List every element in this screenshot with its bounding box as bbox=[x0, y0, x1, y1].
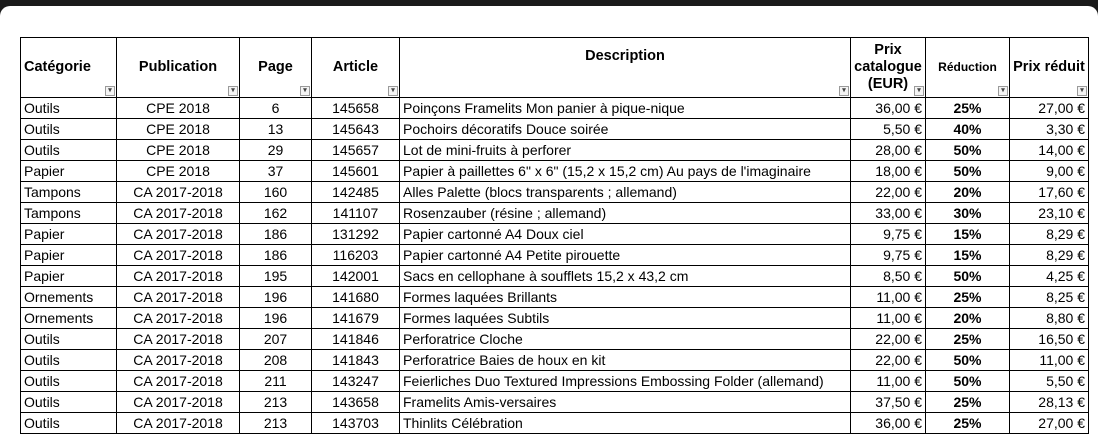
cell-categorie[interactable]: Tampons bbox=[21, 203, 117, 224]
cell-prix-reduit[interactable]: 11,00 € bbox=[1010, 350, 1089, 371]
table-row bbox=[21, 224, 1089, 245]
table-row bbox=[21, 287, 1089, 308]
cell-description[interactable]: Alles Palette (blocs transparents ; allemand) bbox=[400, 182, 851, 203]
cell-description[interactable]: Formes laquées Brillants bbox=[400, 287, 851, 308]
filter-dropdown-icon[interactable]: ▾ bbox=[1077, 86, 1087, 96]
cell-page[interactable]: 29 bbox=[240, 140, 312, 161]
cell-article[interactable]: 131292 bbox=[312, 224, 400, 245]
cell-page[interactable]: 211 bbox=[240, 371, 312, 392]
cell-article[interactable]: 142001 bbox=[312, 266, 400, 287]
cell-categorie[interactable]: Outils bbox=[21, 413, 117, 434]
cell-prix-reduit[interactable]: 9,00 € bbox=[1010, 161, 1089, 182]
cell-prix-reduit[interactable]: 27,00 € bbox=[1010, 413, 1089, 434]
cell-prix-catalogue[interactable]: 9,75 € bbox=[851, 224, 926, 245]
discount-table bbox=[20, 37, 1089, 434]
cell-reduction[interactable]: 50% bbox=[926, 371, 1010, 392]
cell-categorie[interactable]: Outils bbox=[21, 371, 117, 392]
cell-prix-catalogue[interactable]: 9,75 € bbox=[851, 245, 926, 266]
cell-prix-reduit[interactable]: 28,13 € bbox=[1010, 392, 1089, 413]
cell-article[interactable]: 145643 bbox=[312, 119, 400, 140]
header-page: Page ▾ bbox=[240, 38, 312, 98]
table-row bbox=[21, 392, 1089, 413]
cell-page[interactable]: 213 bbox=[240, 392, 312, 413]
cell-description[interactable]: Feierliches Duo Textured Impressions Embossing Folder (allemand) bbox=[400, 371, 851, 392]
cell-article[interactable]: 143658 bbox=[312, 392, 400, 413]
cell-description[interactable]: Sacs en cellophane à soufflets 15,2 x 43,2 cm bbox=[400, 266, 851, 287]
cell-prix-catalogue[interactable]: 11,00 € bbox=[851, 371, 926, 392]
cell-prix-reduit[interactable]: 8,29 € bbox=[1010, 224, 1089, 245]
table-row bbox=[21, 413, 1089, 434]
header-description: Description ▾ bbox=[400, 38, 851, 98]
cell-categorie[interactable]: Outils bbox=[21, 350, 117, 371]
cell-prix-catalogue[interactable]: 37,50 € bbox=[851, 392, 926, 413]
cell-description[interactable]: Perforatrice Baies de houx en kit bbox=[400, 350, 851, 371]
cell-description[interactable]: Papier cartonné A4 Petite pirouette bbox=[400, 245, 851, 266]
cell-prix-catalogue[interactable]: 11,00 € bbox=[851, 308, 926, 329]
cell-article[interactable]: 145657 bbox=[312, 140, 400, 161]
cell-reduction[interactable]: 25% bbox=[926, 329, 1010, 350]
cell-reduction[interactable]: 50% bbox=[926, 140, 1010, 161]
cell-prix-reduit[interactable]: 3,30 € bbox=[1010, 119, 1089, 140]
table-row bbox=[21, 371, 1089, 392]
table-row bbox=[21, 245, 1089, 266]
cell-prix-catalogue[interactable]: 28,00 € bbox=[851, 140, 926, 161]
cell-prix-reduit[interactable]: 14,00 € bbox=[1010, 140, 1089, 161]
cell-publication[interactable]: CA 2017-2018 bbox=[117, 413, 240, 434]
cell-publication[interactable]: CPE 2018 bbox=[117, 98, 240, 119]
filter-dropdown-icon[interactable]: ▾ bbox=[388, 86, 398, 96]
cell-page[interactable]: 195 bbox=[240, 266, 312, 287]
cell-prix-reduit[interactable]: 16,50 € bbox=[1010, 329, 1089, 350]
cell-prix-catalogue[interactable]: 36,00 € bbox=[851, 413, 926, 434]
cell-categorie[interactable]: Ornements bbox=[21, 308, 117, 329]
cell-description[interactable]: Poinçons Framelits Mon panier à pique-nique bbox=[400, 98, 851, 119]
cell-reduction[interactable]: 25% bbox=[926, 392, 1010, 413]
cell-prix-catalogue[interactable]: 18,00 € bbox=[851, 161, 926, 182]
cell-page[interactable]: 196 bbox=[240, 287, 312, 308]
cell-publication[interactable]: CA 2017-2018 bbox=[117, 266, 240, 287]
cell-publication[interactable]: CPE 2018 bbox=[117, 119, 240, 140]
cell-categorie[interactable]: Tampons bbox=[21, 182, 117, 203]
cell-reduction[interactable]: 50% bbox=[926, 350, 1010, 371]
table-body bbox=[21, 98, 1089, 434]
cell-categorie[interactable]: Outils bbox=[21, 392, 117, 413]
cell-reduction[interactable]: 15% bbox=[926, 224, 1010, 245]
cell-article[interactable]: 142485 bbox=[312, 182, 400, 203]
cell-prix-reduit[interactable]: 27,00 € bbox=[1010, 98, 1089, 119]
header-article: Article ▾ bbox=[312, 38, 400, 98]
cell-article[interactable]: 141843 bbox=[312, 350, 400, 371]
table-row bbox=[21, 308, 1089, 329]
cell-article[interactable]: 145658 bbox=[312, 98, 400, 119]
table-row bbox=[21, 161, 1089, 182]
cell-publication[interactable]: CA 2017-2018 bbox=[117, 350, 240, 371]
cell-article[interactable]: 141679 bbox=[312, 308, 400, 329]
cell-description[interactable]: Thinlits Célébration bbox=[400, 413, 851, 434]
cell-page[interactable]: 207 bbox=[240, 329, 312, 350]
table-row bbox=[21, 182, 1089, 203]
cell-publication[interactable]: CA 2017-2018 bbox=[117, 245, 240, 266]
cell-article[interactable]: 141680 bbox=[312, 287, 400, 308]
cell-publication[interactable]: CPE 2018 bbox=[117, 140, 240, 161]
cell-prix-reduit[interactable]: 8,80 € bbox=[1010, 308, 1089, 329]
filter-dropdown-icon[interactable]: ▾ bbox=[300, 86, 310, 96]
cell-publication[interactable]: CA 2017-2018 bbox=[117, 287, 240, 308]
cell-publication[interactable]: CA 2017-2018 bbox=[117, 329, 240, 350]
cell-prix-catalogue[interactable]: 11,00 € bbox=[851, 287, 926, 308]
cell-reduction[interactable]: 25% bbox=[926, 413, 1010, 434]
cell-publication[interactable]: CPE 2018 bbox=[117, 161, 240, 182]
cell-categorie[interactable]: Ornements bbox=[21, 287, 117, 308]
cell-prix-catalogue[interactable]: 8,50 € bbox=[851, 266, 926, 287]
cell-reduction[interactable]: 30% bbox=[926, 203, 1010, 224]
cell-prix-catalogue[interactable]: 5,50 € bbox=[851, 119, 926, 140]
cell-categorie[interactable]: Papier bbox=[21, 224, 117, 245]
cell-prix-catalogue[interactable]: 22,00 € bbox=[851, 182, 926, 203]
header-reduction: Réduction ▾ bbox=[926, 38, 1010, 98]
cell-description[interactable]: Lot de mini-fruits à perforer bbox=[400, 140, 851, 161]
cell-page[interactable]: 213 bbox=[240, 413, 312, 434]
cell-prix-reduit[interactable]: 17,60 € bbox=[1010, 182, 1089, 203]
cell-page[interactable]: 196 bbox=[240, 308, 312, 329]
cell-reduction[interactable]: 50% bbox=[926, 266, 1010, 287]
table-row bbox=[21, 98, 1089, 119]
cell-categorie[interactable]: Papier bbox=[21, 266, 117, 287]
cell-article[interactable]: 143247 bbox=[312, 371, 400, 392]
cell-categorie[interactable]: Outils bbox=[21, 119, 117, 140]
header-row bbox=[21, 38, 1089, 98]
cell-page[interactable]: 208 bbox=[240, 350, 312, 371]
cell-page[interactable]: 160 bbox=[240, 182, 312, 203]
cell-prix-reduit[interactable]: 5,50 € bbox=[1010, 371, 1089, 392]
filter-dropdown-icon[interactable]: ▾ bbox=[228, 86, 238, 96]
cell-description[interactable]: Papier cartonné A4 Doux ciel bbox=[400, 224, 851, 245]
cell-reduction[interactable]: 15% bbox=[926, 245, 1010, 266]
table-row bbox=[21, 350, 1089, 371]
cell-page[interactable]: 162 bbox=[240, 203, 312, 224]
cell-reduction[interactable]: 25% bbox=[926, 287, 1010, 308]
cell-prix-reduit[interactable]: 4,25 € bbox=[1010, 266, 1089, 287]
cell-prix-reduit[interactable]: 23,10 € bbox=[1010, 203, 1089, 224]
header-prix-reduit: Prix réduit ▾ bbox=[1010, 38, 1089, 98]
cell-publication[interactable]: CA 2017-2018 bbox=[117, 392, 240, 413]
table-row bbox=[21, 266, 1089, 287]
cell-description[interactable]: Framelits Amis-versaires bbox=[400, 392, 851, 413]
cell-page[interactable]: 186 bbox=[240, 245, 312, 266]
cell-article[interactable]: 116203 bbox=[312, 245, 400, 266]
filter-dropdown-icon[interactable]: ▾ bbox=[998, 86, 1008, 96]
cell-prix-catalogue[interactable]: 36,00 € bbox=[851, 98, 926, 119]
cell-article[interactable]: 145601 bbox=[312, 161, 400, 182]
table-row bbox=[21, 329, 1089, 350]
cell-categorie[interactable]: Outils bbox=[21, 140, 117, 161]
cell-publication[interactable]: CA 2017-2018 bbox=[117, 308, 240, 329]
cell-publication[interactable]: CA 2017-2018 bbox=[117, 224, 240, 245]
spreadsheet-window bbox=[0, 6, 1098, 445]
filter-dropdown-icon[interactable]: ▾ bbox=[914, 86, 924, 96]
cell-description[interactable]: Rosenzauber (résine ; allemand) bbox=[400, 203, 851, 224]
cell-page[interactable]: 13 bbox=[240, 119, 312, 140]
cell-categorie[interactable]: Outils bbox=[21, 98, 117, 119]
cell-prix-catalogue[interactable]: 22,00 € bbox=[851, 329, 926, 350]
cell-reduction[interactable]: 25% bbox=[926, 98, 1010, 119]
cell-categorie[interactable]: Papier bbox=[21, 245, 117, 266]
cell-prix-reduit[interactable]: 8,25 € bbox=[1010, 287, 1089, 308]
table-row bbox=[21, 203, 1089, 224]
cell-page[interactable]: 37 bbox=[240, 161, 312, 182]
cell-reduction[interactable]: 20% bbox=[926, 182, 1010, 203]
cell-categorie[interactable]: Outils bbox=[21, 329, 117, 350]
cell-page[interactable]: 186 bbox=[240, 224, 312, 245]
cell-reduction[interactable]: 20% bbox=[926, 308, 1010, 329]
cell-prix-catalogue[interactable]: 33,00 € bbox=[851, 203, 926, 224]
cell-article[interactable]: 141107 bbox=[312, 203, 400, 224]
cell-article[interactable]: 143703 bbox=[312, 413, 400, 434]
cell-article[interactable]: 141846 bbox=[312, 329, 400, 350]
cell-publication[interactable]: CA 2017-2018 bbox=[117, 371, 240, 392]
cell-page[interactable]: 6 bbox=[240, 98, 312, 119]
cell-publication[interactable]: CA 2017-2018 bbox=[117, 203, 240, 224]
cell-prix-catalogue[interactable]: 22,00 € bbox=[851, 350, 926, 371]
cell-description[interactable]: Perforatrice Cloche bbox=[400, 329, 851, 350]
header-categorie: Catégorie ▾ bbox=[21, 38, 117, 98]
cell-publication[interactable]: CA 2017-2018 bbox=[117, 182, 240, 203]
cell-description[interactable]: Pochoirs décoratifs Douce soirée bbox=[400, 119, 851, 140]
header-publication: Publication ▾ bbox=[117, 38, 240, 98]
filter-dropdown-icon[interactable]: ▾ bbox=[839, 86, 849, 96]
header-prix-catalogue: Prix catalogue (EUR) ▾ bbox=[851, 38, 926, 98]
cell-reduction[interactable]: 40% bbox=[926, 119, 1010, 140]
cell-description[interactable]: Formes laquées Subtils bbox=[400, 308, 851, 329]
filter-dropdown-icon[interactable]: ▾ bbox=[105, 86, 115, 96]
cell-reduction[interactable]: 50% bbox=[926, 161, 1010, 182]
table-row bbox=[21, 119, 1089, 140]
cell-prix-reduit[interactable]: 8,29 € bbox=[1010, 245, 1089, 266]
table-row bbox=[21, 140, 1089, 161]
cell-categorie[interactable]: Papier bbox=[21, 161, 117, 182]
cell-description[interactable]: Papier à paillettes 6" x 6" (15,2 x 15,2 cm) Au pays de l'imaginaire bbox=[400, 161, 851, 182]
